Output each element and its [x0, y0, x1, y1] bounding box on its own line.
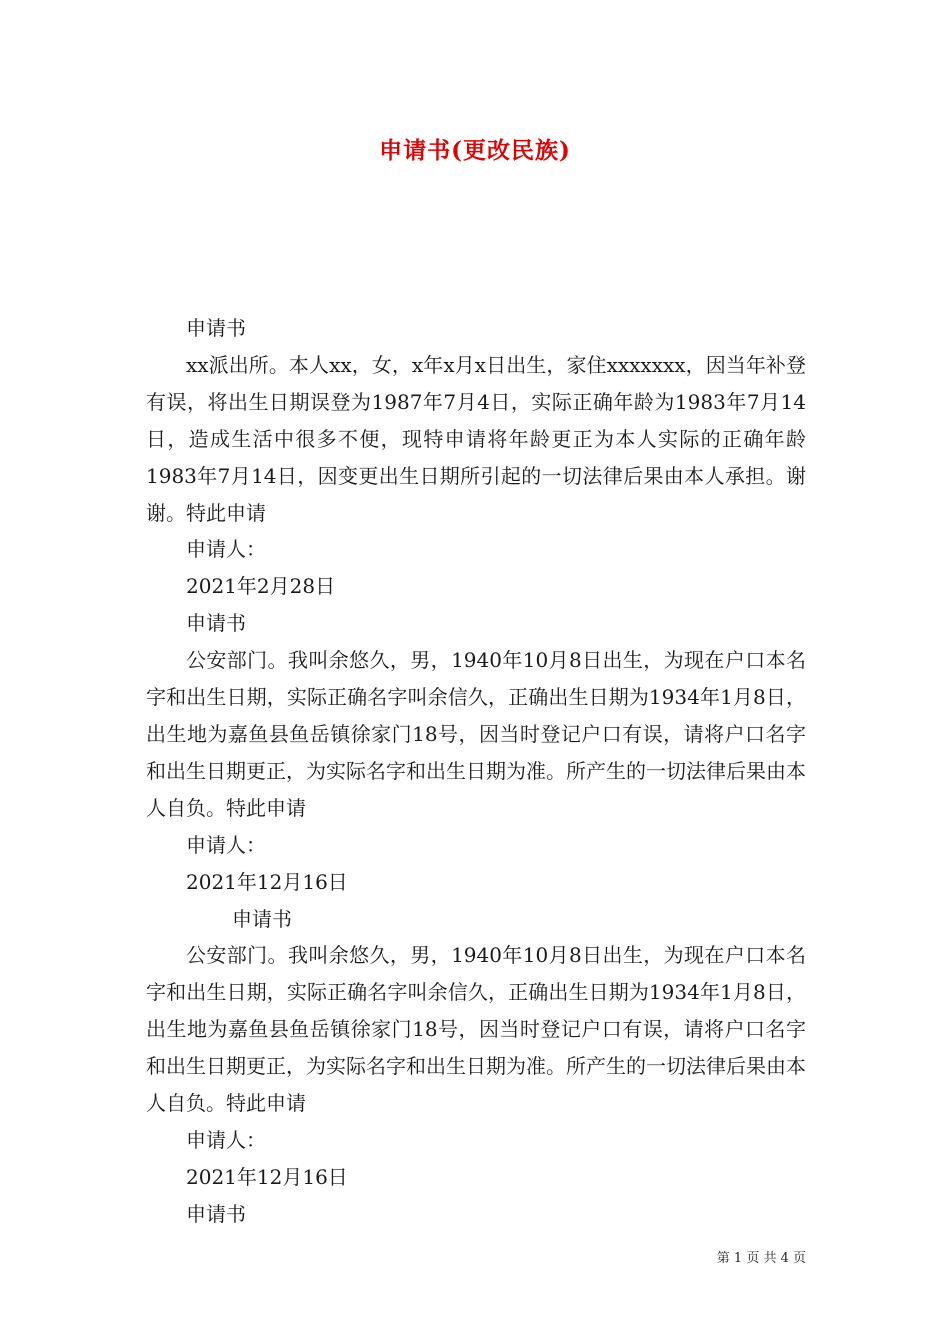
- heading-application-3: 申请书: [232, 906, 292, 931]
- applicant-label-2: 申请人：: [186, 832, 266, 857]
- application-2-body: 公安部门。我叫余悠久，男，1940年10月8日出生，为现在户口本名字和出生日期，实际正确名字叫余信久，正确出生日期为1934年1月8日，出生地为嘉鱼县鱼岳镇徐家门18号，因当时登记户口有误，请将户口名字和出生日期更正，为实际名字和出生日期为准。所产生的一切法律后果由本人自负。特此申请: [146, 648, 806, 820]
- application-3-body: 公安部门。我叫余悠久，男，1940年10月8日出生，为现在户口本名字和出生日期，实际正确名字叫余信久，正确出生日期为1934年1月8日，出生地为嘉鱼县鱼岳镇徐家门18号，因当时登记户口有误，请将户口名字和出生日期更正，为实际名字和出生日期为准。所产生的一切法律后果由本人自负。特此申请: [146, 943, 806, 1116]
- heading-application-1: 申请书: [186, 316, 246, 340]
- applicant-label-3: 申请人：: [186, 1127, 266, 1152]
- document-body: [146, 310, 806, 1233]
- application-1-body: xx派出所。本人xx，女，x年x月x日出生，家住xxxxxxx，因当年补登有误，将出生日期误登为1987年7月4日，实际正确年龄为1983年7月14日，造成生活中很多不便，现特申请将年龄更正为本人实际的正确年龄1983年7月14日，因变更出生日期所引起的一切法律后果由本人承担。谢谢。特此申请: [146, 352, 806, 525]
- application-3-date: 2021年12月16日: [186, 1164, 348, 1189]
- applicant-label-1: 申请人：: [186, 537, 266, 562]
- application-1-date: 2021年2月28日: [186, 574, 336, 599]
- heading-application-4: 申请书: [186, 1201, 246, 1226]
- document-title: 申请书(更改民族): [379, 137, 571, 164]
- heading-application-2: 申请书: [186, 611, 246, 636]
- application-2-date: 2021年12月16日: [186, 869, 348, 894]
- page-number-footer: 第 1 页 共 4 页: [716, 1251, 806, 1266]
